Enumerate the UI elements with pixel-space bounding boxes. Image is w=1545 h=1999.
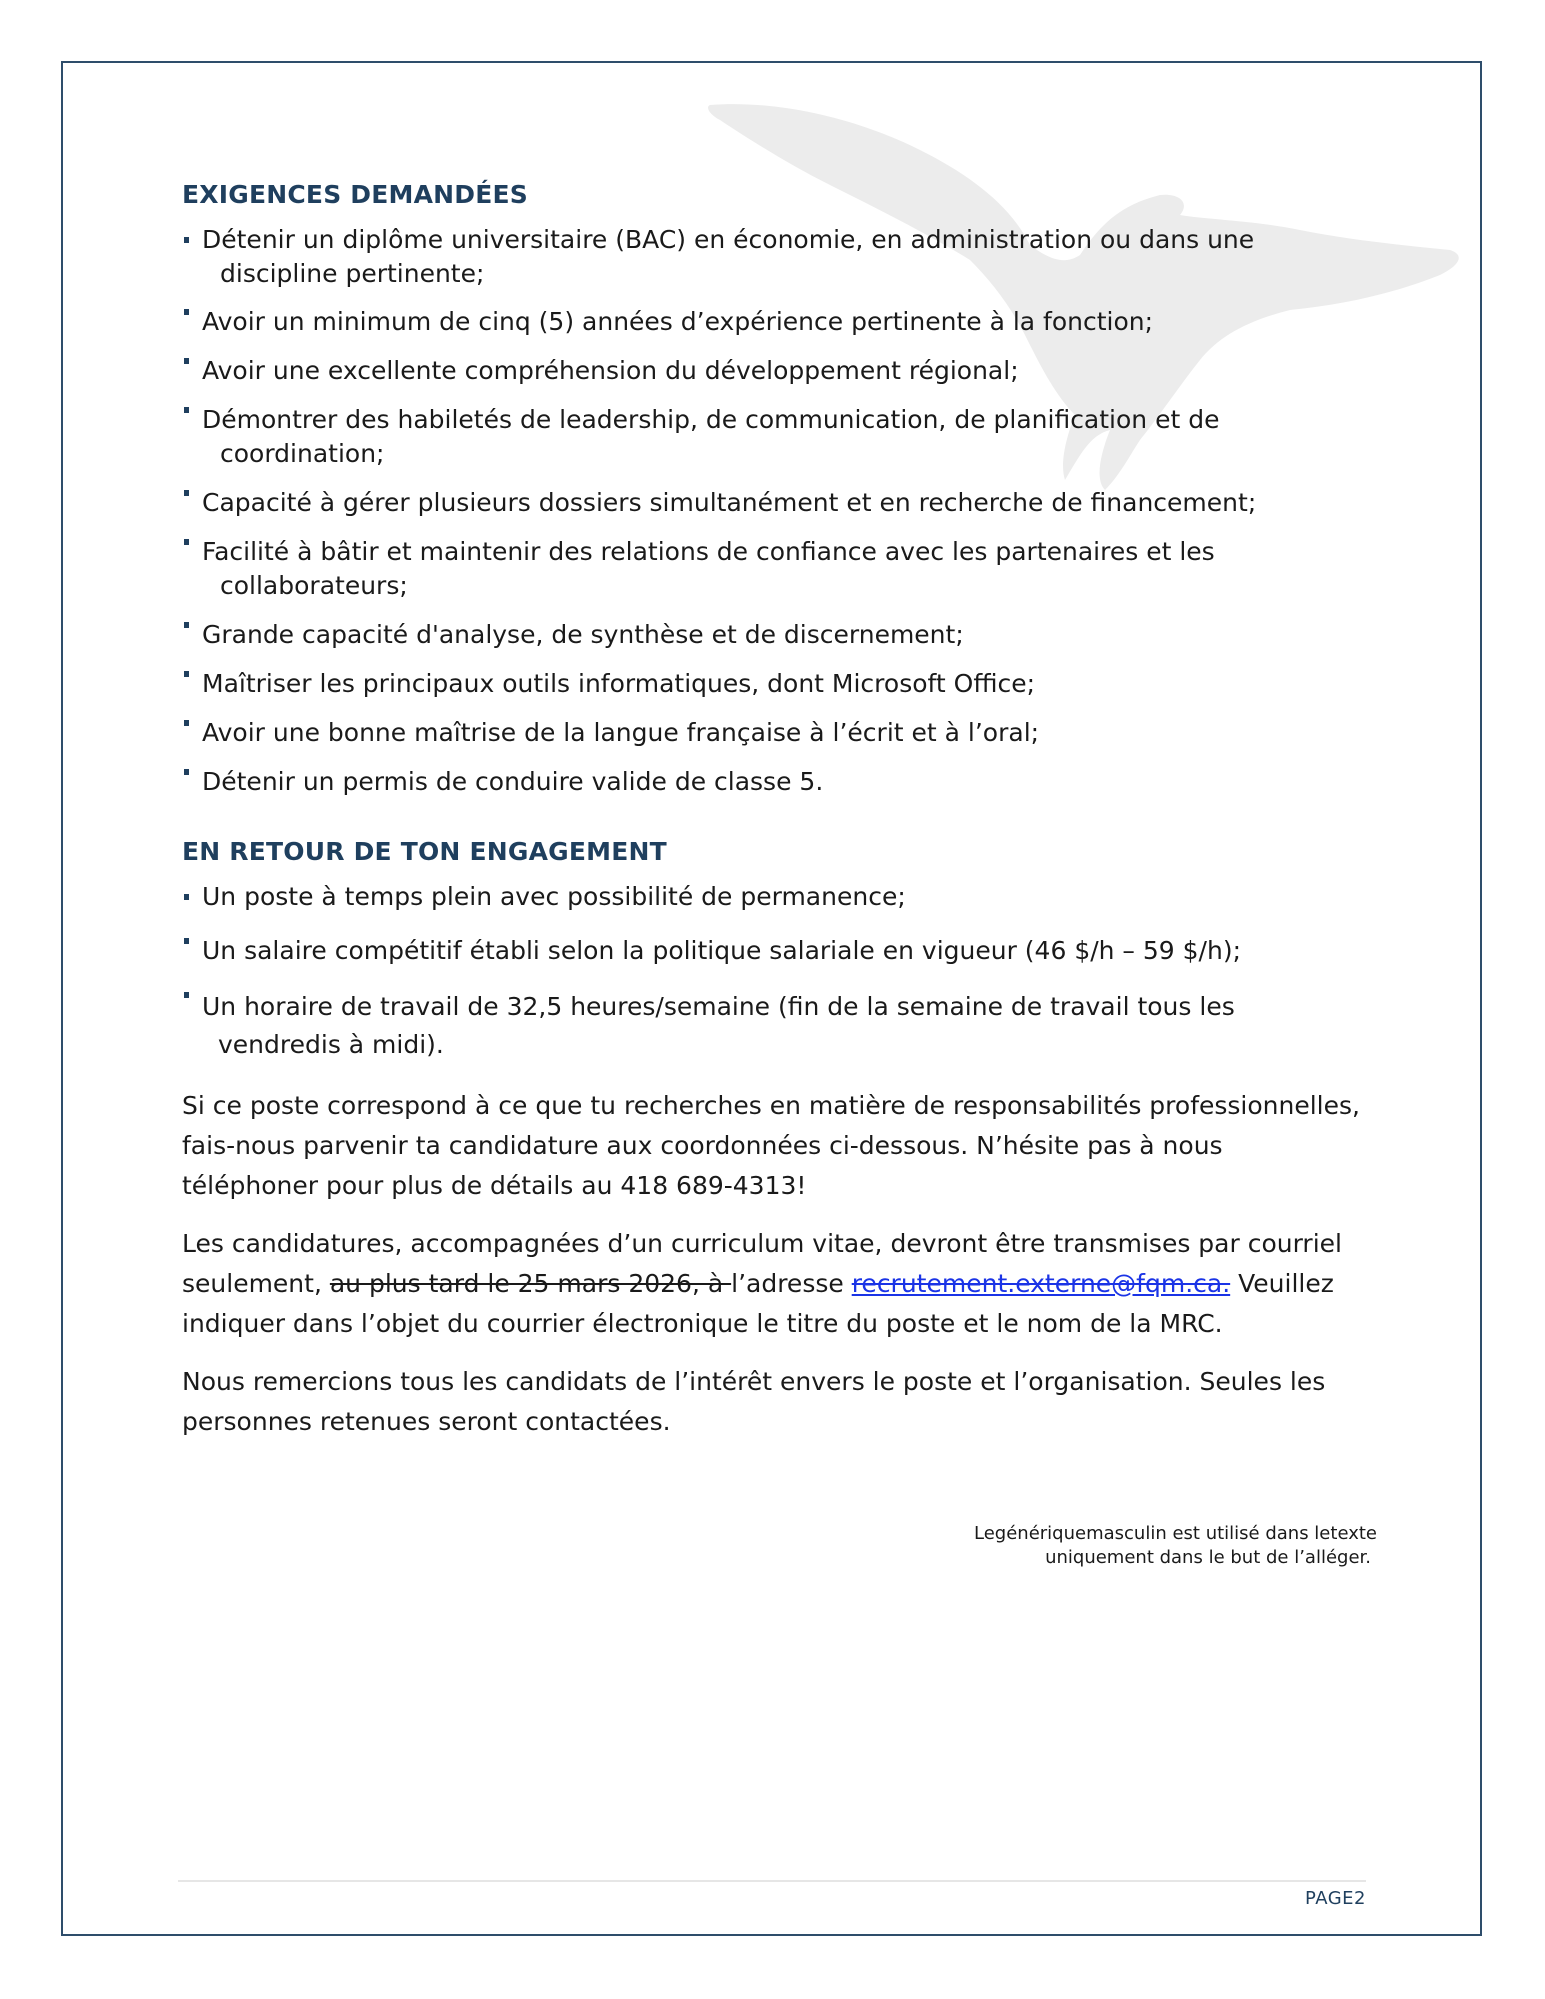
section-title-benefits: EN RETOUR DE TON ENGAGEMENT — [182, 837, 667, 866]
page-number: PAGE2 — [1305, 1888, 1366, 1909]
list-item — [182, 880, 1392, 914]
list-item — [182, 354, 1392, 388]
note-line: uniquement dans le but de l’alléger. — [1045, 1547, 1371, 1568]
list-item-text: Un horaire de travail de 32,5 heures/semaine (fin de la semaine de travail tous les — [202, 992, 1235, 1021]
list-item — [182, 486, 1392, 520]
list-item-text: Maîtriser les principaux outils informatiques, dont Microsoft Office; — [202, 669, 1036, 698]
list-item — [182, 716, 1392, 750]
list-item — [182, 934, 1392, 968]
note-line: Legénériquemasculin est utilisé dans letexte — [974, 1523, 1377, 1544]
list-item-text: Avoir un minimum de cinq (5) années d’expérience pertinente à la fonction; — [202, 307, 1154, 336]
paragraph-line: indiquer dans l’objet du courrier électronique le titre du poste et le nom de la MRC. — [182, 1309, 1223, 1338]
paragraph-line: Nous remercions tous les candidats de l’intérêt envers le poste et l’organisation. Seules les — [182, 1367, 1326, 1396]
square-bullet-icon — [184, 490, 189, 496]
list-item — [182, 765, 1392, 799]
square-bullet-icon — [184, 622, 189, 628]
square-bullet-icon — [184, 894, 189, 900]
paragraph-line: téléphoner pour plus de détails au 418 689-4313! — [182, 1171, 807, 1200]
list-item-text: Un salaire compétitif établi selon la politique salariale en vigueur (46 $/h – 59 $/h); — [202, 936, 1241, 965]
list-item — [182, 223, 1392, 291]
paragraph-line: fais-nous parvenir ta candidature aux coordonnées ci-dessous. N’hésite pas à nous — [182, 1131, 1223, 1160]
list-item — [182, 618, 1392, 652]
list-item-text: Détenir un permis de conduire valide de classe 5. — [202, 767, 824, 796]
email-link[interactable]: recrutement.externe@fqm.ca. — [851, 1269, 1231, 1298]
list-item — [182, 667, 1392, 701]
paragraph-line: Les candidatures, accompagnées d’un curriculum vitae, devront être transmises par courriel — [182, 1229, 1342, 1258]
square-bullet-icon — [184, 407, 189, 413]
paragraph-line: Si ce poste correspond à ce que tu recherches en matière de responsabilités professionnelles, — [182, 1091, 1360, 1120]
square-bullet-icon — [184, 358, 189, 364]
square-bullet-icon — [184, 938, 189, 944]
list-item-text-cont: discipline pertinente; — [220, 259, 485, 288]
square-bullet-icon — [184, 720, 189, 726]
application-paragraph — [182, 1224, 1392, 1344]
list-item-text-cont: collaborateurs; — [220, 571, 408, 600]
list-item-text-cont: coordination; — [220, 439, 385, 468]
square-bullet-icon — [184, 992, 189, 998]
gender-note — [974, 1522, 1377, 1570]
list-item-text: Un poste à temps plein avec possibilité de permanence; — [202, 882, 906, 911]
square-bullet-icon — [184, 309, 189, 315]
square-bullet-icon — [184, 539, 189, 545]
paragraph-text: l’adresse — [731, 1269, 852, 1298]
list-item-text: Facilité à bâtir et maintenir des relations de confiance avec les partenaires et les — [202, 537, 1215, 566]
list-item-text: Capacité à gérer plusieurs dossiers simultanément et en recherche de financement; — [202, 488, 1257, 517]
list-item-text: Avoir une excellente compréhension du développement régional; — [202, 356, 1019, 385]
section-title-requirements: EXIGENCES DEMANDÉES — [182, 180, 528, 209]
struck-deadline-text: au plus tard le 25 mars 2026, à — [329, 1269, 732, 1298]
requirements-list — [182, 223, 1392, 799]
list-item — [182, 305, 1392, 339]
document-body — [182, 180, 1392, 1442]
list-item-text-cont: vendredis à midi). — [218, 1030, 444, 1059]
benefits-list — [182, 880, 1392, 1064]
contact-paragraph — [182, 1086, 1392, 1206]
list-item — [182, 403, 1392, 471]
square-bullet-icon — [184, 769, 189, 775]
paragraph-text: Veuillez — [1230, 1269, 1334, 1298]
paragraph-line: personnes retenues seront contactées. — [182, 1407, 671, 1436]
list-item-text: Avoir une bonne maîtrise de la langue française à l’écrit et à l’oral; — [202, 718, 1040, 747]
list-item-text: Détenir un diplôme universitaire (BAC) en économie, en administration ou dans une — [202, 225, 1255, 254]
list-item-text: Grande capacité d'analyse, de synthèse et de discernement; — [202, 620, 964, 649]
thanks-paragraph — [182, 1362, 1392, 1442]
paragraph-text: seulement, — [182, 1269, 330, 1298]
square-bullet-icon — [184, 237, 189, 243]
list-item — [182, 535, 1392, 603]
list-item — [182, 988, 1392, 1064]
footer-divider — [178, 1880, 1366, 1882]
list-item-text: Démontrer des habiletés de leadership, de communication, de planification et de — [202, 405, 1220, 434]
square-bullet-icon — [184, 671, 189, 677]
